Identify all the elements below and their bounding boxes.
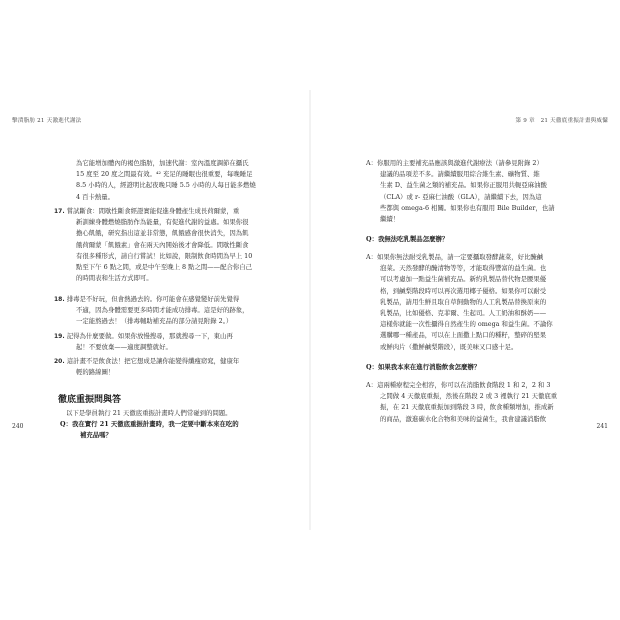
text-line: A：如果你無法耐受乳製品，請一定要攝取發酵蔬菜，好比醃鹹 <box>366 253 544 261</box>
section-title: 徹底重振問與答 <box>58 395 122 405</box>
page-number-right: 241 <box>596 423 608 430</box>
text-line: 輕的路線圖！ <box>76 368 115 377</box>
text-line: 泡菜。天然發酵的醃清物等等，才能取得豐富的益生菌。也 <box>380 264 547 273</box>
text-line: （CLA）或 r- 亞麻仁油酸（GLA），請繼續下去，因為這 <box>380 192 542 201</box>
text-line: 這計畫不是飲食法！把它想成是讓你能變得纖瘦窈窕，健康年 <box>66 357 240 365</box>
question-2-block <box>366 234 448 245</box>
text-line: 記得為什麼要做。如果你放慢搜尋，那就搜尋一下，東山再 <box>66 332 233 340</box>
text-line: 新訓練身體燃燒脂肪作為能量，有促進代謝的益處。如果你很 <box>76 218 249 227</box>
text-line: 餓荷爾蒙「飢餓素」會在兩天內開始後才會降低。間歇性斷食 <box>76 240 249 249</box>
text-line: 點至下午 6 點之間，或是中午至晚上 8 點之間——配合你自己 <box>76 263 253 272</box>
text-line: 8.5 小時的人，經證明比起夜晚只睡 5.5 小時的人每日能多燃燒 <box>76 181 256 190</box>
text-line: 排毒是不好玩，但會熱過去的。你可能會在感覺變好前先覺得 <box>66 295 240 303</box>
text-line: 些都與 omega-6 相關。如果你也有服用 Bile Builder，也請 <box>380 203 555 212</box>
item-19 <box>54 331 233 353</box>
text-line: 乳製品，請用生鮮且取自草飼動物的人工乳製品替換原來的 <box>380 297 547 306</box>
running-head-right: 第 9 章 21 天徹底重振計畫與威懾 <box>515 118 608 124</box>
item-18 <box>54 294 249 328</box>
item-number: 20. <box>54 358 65 365</box>
text-line: 15 度至 20 度之間最有效。⁴² 充足的睡眠也很重要，每晚睡足 <box>76 170 253 179</box>
text-line: 格，到鹹梨階段時可以再次選用椰子優格。如果你可以耐受 <box>380 286 547 295</box>
question-2: Q：我無法吃乳製品怎麼辦？ <box>366 235 449 243</box>
right-page <box>310 0 620 620</box>
text-line: 選購哪一種產品，可以在上面撒上點口的種籽，整碎的堅果 <box>380 331 547 340</box>
item-17 <box>54 206 252 284</box>
item-number: 18. <box>54 296 65 303</box>
text-line: 的商品，激進碳水化合物和美味的益菌生，我會建議消脂飲 <box>380 414 547 423</box>
item-20 <box>54 356 239 378</box>
question-1-line-2: 補充品嗎？ <box>80 431 112 440</box>
question-3: Q：如果我本來在進行消脂飲食怎麼辦？ <box>366 363 481 371</box>
text-line: A：你服用的主要補充品應該與激進代謝療法（請參見附錄 2） <box>366 159 543 167</box>
section-intro-block <box>60 408 239 442</box>
question-3-block <box>366 362 480 373</box>
text-line: A：這兩種療程完全相容，你可以在消脂飲食階段 1 和 2，2 和 3 <box>366 381 551 389</box>
text-line: 建議的品項差不多。請繼續服用綜合維生素、礦物質、維 <box>380 170 540 179</box>
text-line: 起！不要放棄——適度調整就好。 <box>76 343 172 352</box>
text-line: 之間做 4 天徹底重振，然後在階段 2 或 3 裡執行 21 天徹底重 <box>380 392 558 401</box>
section-intro: 以下是學員執行 21 天徹底重振計畫時人們常碰到的問題。 <box>66 409 232 417</box>
text-line: 為它能增加體內的褐色脂肪，加速代謝：室內溫度調節在攝氏 <box>76 159 249 167</box>
text-line: 這樣你就能一次性攝得自然產生的 omega 和益生菌。不論你 <box>380 320 553 329</box>
text-line: 的時間表和生活方式即可。 <box>76 274 153 283</box>
question-1-line-1: Q：我在實行 21 天徹底重振計畫時，我一定要中斷本來在吃的 <box>60 420 239 429</box>
page-number-left: 240 <box>12 423 24 430</box>
item-number: 17. <box>54 208 65 215</box>
text-line: 乳製品，比如優格、克菲爾、生起司。人工奶油和酥奶—— <box>380 309 547 318</box>
text-line: 一定能熬過去！（排毒輔助補充品的部分請見附錄 2。） <box>76 317 233 326</box>
text-line: 繼續！ <box>380 215 400 224</box>
text-line: 有很多種形式，請自行嘗試！比如說，限制飲食時間為早上 10 <box>76 251 253 260</box>
text-line: 或鮮肉片（撒鮮鹹梨階段），既美味又口感十足。 <box>380 342 518 351</box>
text-line: 生素 D、益生菌之類的補充品。如果你正服用共軛亞麻油酸 <box>380 181 547 190</box>
answer-3 <box>366 380 557 425</box>
item-number: 19. <box>54 333 65 340</box>
running-head-left: 擊潰脂肪 21 天激進代謝法 <box>12 118 82 124</box>
text-line: 不適，因為身體需要更多時間才能成功排毒。這是好的跡象， <box>76 306 249 315</box>
text-line: 嘗試斷食：間歇性斷食經證實能促進身體產生成長荷爾蒙，重 <box>66 207 240 215</box>
text-line: 振，在 21 天徹底重振加到階段 3 時，飲食種類增加，推成新 <box>380 403 554 412</box>
text-line: 可以考慮加一點益生菌補充品。新約乳製品替代物是腰果優 <box>380 275 547 284</box>
answer-1 <box>366 158 555 225</box>
text-line: 擔心飢餓，研究指出這並非常態，飢餓感會很快消失，因為飢 <box>76 229 249 238</box>
left-text-top <box>54 158 256 203</box>
text-line: 4 百卡熱量。 <box>76 192 115 201</box>
answer-2 <box>366 252 553 353</box>
